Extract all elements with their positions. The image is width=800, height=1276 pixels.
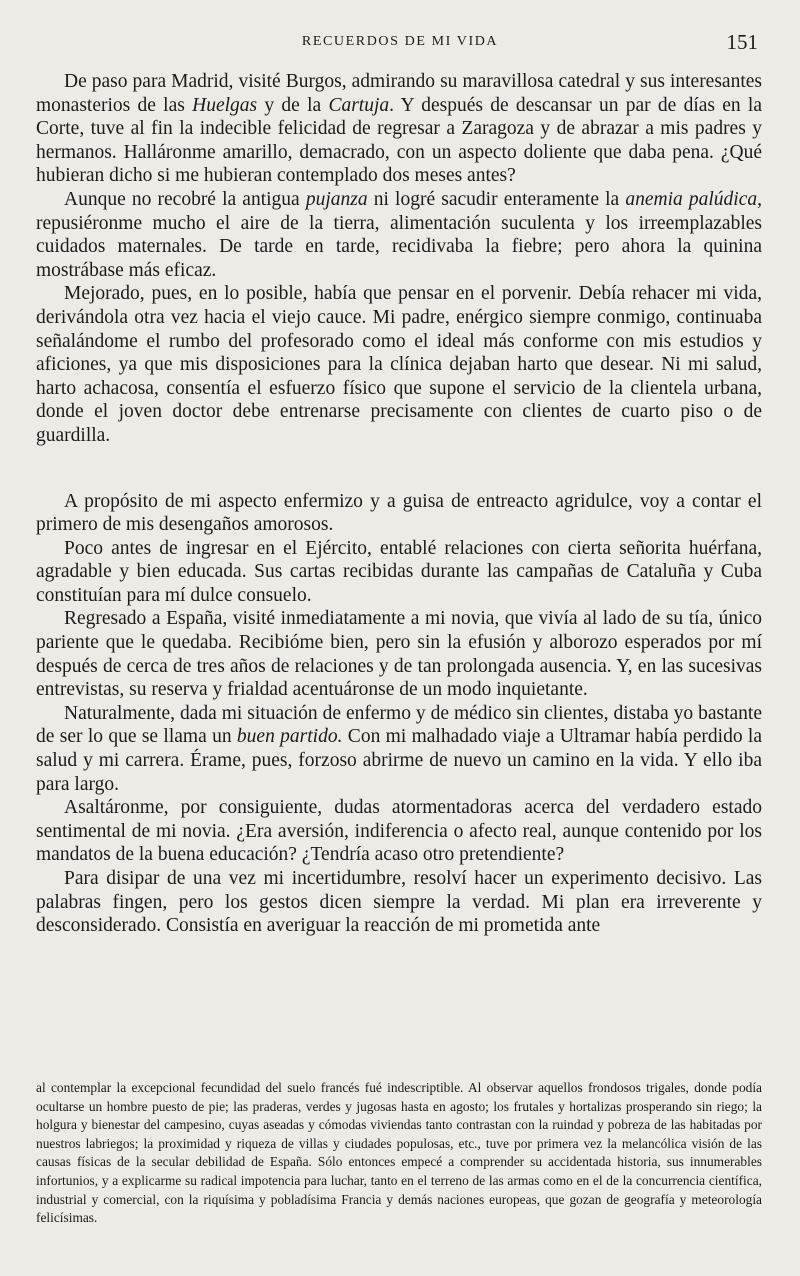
paragraph: Aunque no recobré la antigua pujanza ni logré sacudir enteramente la anemia palúdica, repusiéronme mucho el aire de la tierra, alimentación suculenta y los irreemplazables cuidados maternales. De tarde en tarde, recidivaba la fiebre; pero ahora la quinina mostrábase más eficaz. (36, 188, 762, 281)
main-text (36, 70, 762, 938)
paragraph: Mejorado, pues, en lo posible, había que pensar en el porvenir. Debía rehacer mi vida, derivándola otra vez hacia el viejo cauce. Mi padre, enérgico siempre conmigo, continuaba señalándome el rumbo del profesorado como el ideal más conforme con mis estudios y aficiones, ya que mis disposiciones para la clínica dejaban harto que desear. Ni mi salud, harto achacosa, consentía el esfuerzo físico que supone el servicio de la clientela urbana, donde el joven doctor debe entrenarse precisamente con clientes de cuarto piso o de guardilla. (36, 283, 762, 446)
paragraph: Para disipar de una vez mi incertidumbre, resolví hacer un experimento decisivo. Las palabras fingen, pero los gestos dicen siempre la verdad. Mi plan era irreverente y desconsiderado. Consistía en averiguar la reacción de mi prometida ante (36, 868, 762, 937)
running-title: RECUERDOS DE MI VIDA (301, 34, 499, 49)
page-header (36, 30, 764, 58)
footnote: al contemplar la excepcional fecundidad del suelo francés fué indescriptible. Al observar aquellos frondosos trigales, donde podía ocultarse un hombre puesto de pie; las praderas, verdes y jugosas hasta en agosto; los frutales y hortalizas prosperando sin riego; la holgura y bienestar del campesino, cuyas aseadas y cómodas viviendas tanto contrastan con la ruindad y pobreza de las habitadas por nuestros labriegos; la proximidad y riqueza de villas y ciudades populosas, etc., tuve por primera vez la melancólica visión de las causas físicas de la secular debilidad de España. Sólo entonces empecé a comprender su accidentada historia, sus innumerables infortunios, y a explicarme su radical impotencia para luchar, tanto en el terreno de las armas como en el de la concurrencia científica, industrial y comercial, con la riquísima y pobladísima Francia y demás naciones europeas, que gozan de geografía y meteorología felicísimas. (36, 1080, 762, 1226)
paragraph: Asaltáronme, por consiguiente, dudas atormentadoras acerca del verdadero estado sentimental de mi novia. ¿Era aversión, indiferencia o afecto real, aunque contenido por los mandatos de la buena educación? ¿Tendría acaso otro pretendiente? (36, 797, 762, 866)
paragraph: Naturalmente, dada mi situación de enfermo y de médico sin clientes, distaba yo bastante de ser lo que se llama un buen partido. Con mi malhadado viaje a Ultramar había perdido la salud y mi carrera. Érame, pues, forzoso abrirme de nuevo un camino en la vida. Y ello iba para largo. (36, 702, 762, 795)
page-number: 151 (726, 30, 758, 54)
section-break (36, 448, 762, 490)
paragraph: Regresado a España, visité inmediatamente a mi novia, que vivía al lado de su tía, único pariente que le quedaba. Recibióme bien, pero sin la efusión y alborozo esperados por mí después de cerca de tres años de relaciones y de tan prolongada ausencia. Y, en las sucesivas entrevistas, su reserva y frialdad acentuáronse de un modo inquietante. (36, 608, 762, 701)
paragraph: Poco antes de ingresar en el Ejército, entablé relaciones con cierta señorita huérfana, agradable y bien educada. Sus cartas recibidas durante las campañas de Cataluña y Cuba constituían para mí dulce consuelo. (36, 537, 762, 606)
paragraph: A propósito de mi aspecto enfermizo y a guisa de entreacto agridulce, voy a contar el primero de mis desengaños amorosos. (36, 490, 762, 536)
paragraph: De paso para Madrid, visité Burgos, admirando su maravillosa catedral y sus interesantes monasterios de las Huelgas y de la Cartuja. Y después de descansar un par de días en la Corte, tuve al fin la indecible felicidad de regresar a Zaragoza y de abrazar a mis padres y hermanos. Halláronme amarillo, demacrado, con un aspecto doliente que daba pena. ¿Qué hubieran dicho si me hubieran contemplado dos meses antes? (36, 71, 762, 187)
